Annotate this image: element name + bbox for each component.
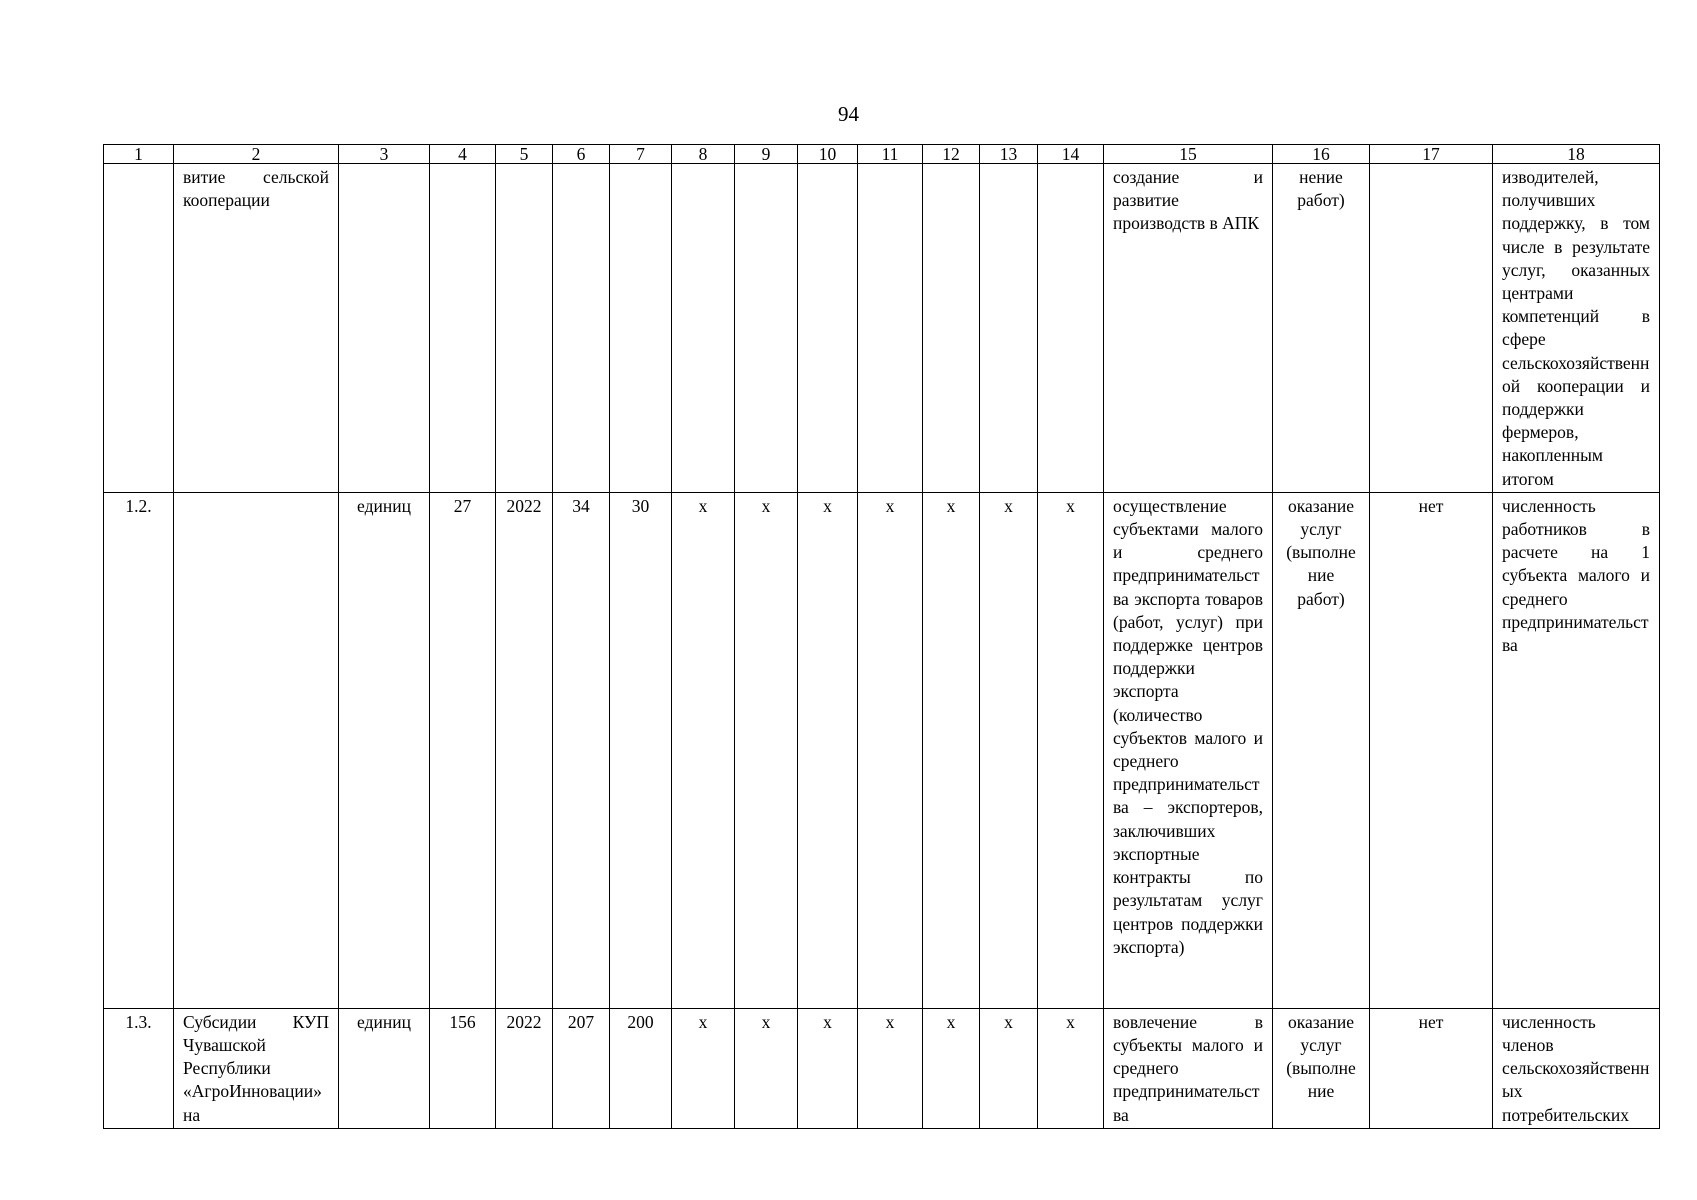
table-cell: изводителей, получивших поддержку, в том числе в результате услуг, оказанных центрами компетенций в сфере сельскохозяйственной кооперации и поддержки фермеров, накопленным итогом bbox=[1493, 164, 1660, 493]
table-cell: 1.3. bbox=[104, 1008, 174, 1128]
table-cell: x bbox=[923, 492, 980, 1008]
table-cell: нет bbox=[1370, 1008, 1493, 1128]
table-cell bbox=[553, 164, 610, 493]
table-cell bbox=[430, 164, 496, 493]
table-cell: x bbox=[798, 1008, 858, 1128]
table-cell: x bbox=[923, 1008, 980, 1128]
table-row bbox=[104, 164, 1660, 493]
column-header: 14 bbox=[1038, 145, 1104, 164]
data-table bbox=[103, 144, 1660, 1129]
table-cell: x bbox=[735, 1008, 798, 1128]
column-header: 1 bbox=[104, 145, 174, 164]
table-cell: x bbox=[858, 492, 923, 1008]
table-cell: вовлечение в субъекты малого и среднего предпринимательства bbox=[1104, 1008, 1273, 1128]
table-cell: x bbox=[735, 492, 798, 1008]
table-cell: численность работников в расчете на 1 субъекта малого и среднего предпринимательства bbox=[1493, 492, 1660, 1008]
header-row bbox=[104, 145, 1660, 164]
table-cell bbox=[858, 164, 923, 493]
column-header: 11 bbox=[858, 145, 923, 164]
column-header: 18 bbox=[1493, 145, 1660, 164]
table-cell: витие сельской кооперации bbox=[174, 164, 339, 493]
table-cell: x bbox=[672, 1008, 735, 1128]
table-cell: 2022 bbox=[496, 1008, 553, 1128]
table-cell: x bbox=[980, 1008, 1038, 1128]
column-header: 17 bbox=[1370, 145, 1493, 164]
table-cell: 34 bbox=[553, 492, 610, 1008]
column-header: 6 bbox=[553, 145, 610, 164]
table-cell bbox=[923, 164, 980, 493]
table-cell: x bbox=[798, 492, 858, 1008]
table-cell: нение работ) bbox=[1273, 164, 1370, 493]
table-cell bbox=[104, 164, 174, 493]
table-cell: численность членов сельскохозяйственных потребительских bbox=[1493, 1008, 1660, 1128]
table-cell bbox=[980, 164, 1038, 493]
column-header: 16 bbox=[1273, 145, 1370, 164]
column-header: 4 bbox=[430, 145, 496, 164]
table-cell bbox=[798, 164, 858, 493]
table-cell bbox=[672, 164, 735, 493]
table-cell: 200 bbox=[610, 1008, 672, 1128]
table-cell: x bbox=[980, 492, 1038, 1008]
column-header: 8 bbox=[672, 145, 735, 164]
table-cell: единиц bbox=[339, 492, 430, 1008]
table-cell bbox=[610, 164, 672, 493]
page-number: 94 bbox=[838, 102, 859, 126]
column-header: 7 bbox=[610, 145, 672, 164]
table-cell: 207 bbox=[553, 1008, 610, 1128]
table-cell bbox=[496, 164, 553, 493]
column-header: 13 bbox=[980, 145, 1038, 164]
table-cell: 2022 bbox=[496, 492, 553, 1008]
table-cell: x bbox=[672, 492, 735, 1008]
column-header: 12 bbox=[923, 145, 980, 164]
table-cell: оказание услуг (выполнение bbox=[1273, 1008, 1370, 1128]
table-cell: осуществление субъектами малого и среднего предпринимательства экспорта товаров (работ, услуг) при поддержке центров поддержки экспорта (количество субъектов малого и среднего предпринимательства – экспортеров, заключивших экспортные контракты по результатам услуг центров поддержки экспорта) bbox=[1104, 492, 1273, 1008]
column-header: 9 bbox=[735, 145, 798, 164]
table-cell: нет bbox=[1370, 492, 1493, 1008]
table-cell: создание и развитие производств в АПК bbox=[1104, 164, 1273, 493]
table-row bbox=[104, 492, 1660, 1008]
table-cell bbox=[1038, 164, 1104, 493]
column-header: 2 bbox=[174, 145, 339, 164]
column-header: 15 bbox=[1104, 145, 1273, 164]
table-cell bbox=[174, 492, 339, 1008]
table-cell: x bbox=[1038, 492, 1104, 1008]
table-cell: 27 bbox=[430, 492, 496, 1008]
column-header: 3 bbox=[339, 145, 430, 164]
table-cell: единиц bbox=[339, 1008, 430, 1128]
table-cell bbox=[1370, 164, 1493, 493]
column-header: 10 bbox=[798, 145, 858, 164]
table-cell: 30 bbox=[610, 492, 672, 1008]
table-cell: Субсидии КУП Чувашской Республики «АгроИнновации» на bbox=[174, 1008, 339, 1128]
table-row bbox=[104, 1008, 1660, 1128]
table-cell bbox=[339, 164, 430, 493]
table-cell bbox=[735, 164, 798, 493]
table-cell: 156 bbox=[430, 1008, 496, 1128]
table-cell: x bbox=[1038, 1008, 1104, 1128]
table-cell: оказание услуг (выполнение работ) bbox=[1273, 492, 1370, 1008]
table-cell: 1.2. bbox=[104, 492, 174, 1008]
column-header: 5 bbox=[496, 145, 553, 164]
table-cell: x bbox=[858, 1008, 923, 1128]
